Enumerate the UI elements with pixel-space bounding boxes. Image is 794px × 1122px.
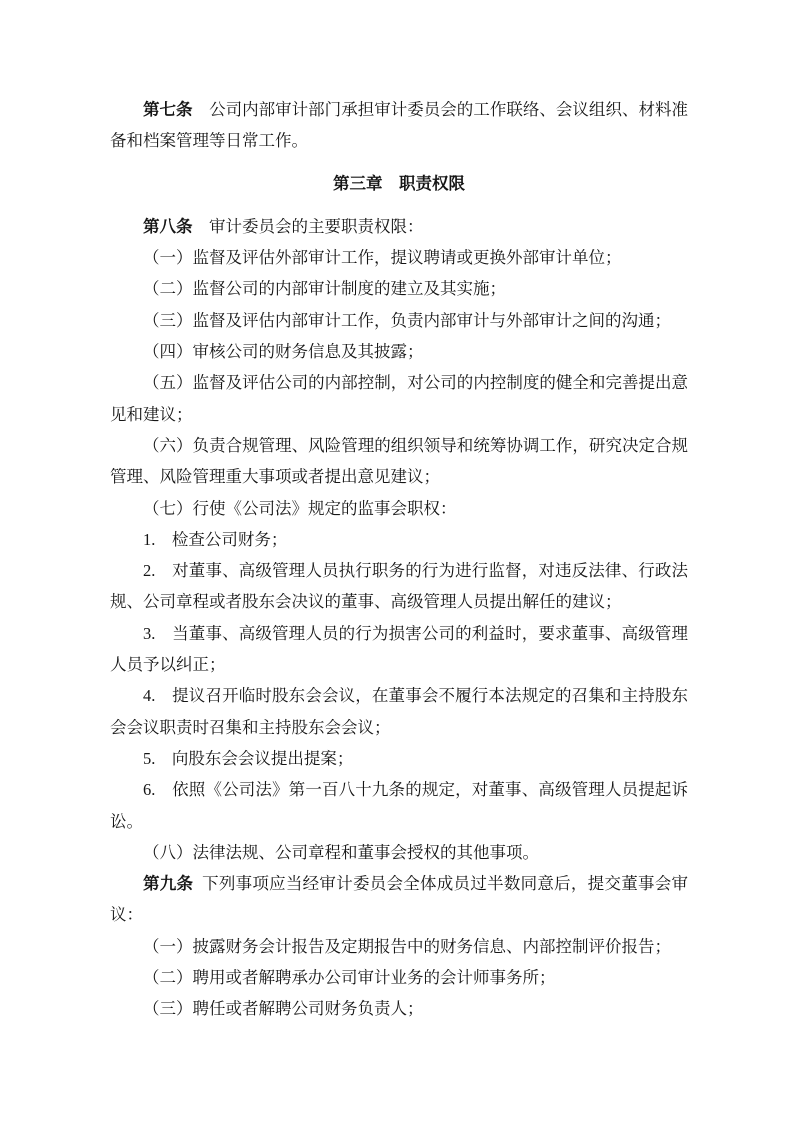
- list-item-paragraph: [110, 273, 688, 304]
- list-item-paragraph: [110, 336, 688, 367]
- list-item-paragraph: [110, 962, 688, 993]
- list-item-paragraph: [110, 743, 688, 774]
- list-item-paragraph: [110, 774, 688, 837]
- paragraph-text: （八）法律法规、公司章程和董事会授权的其他事项。: [143, 842, 539, 862]
- paragraph-text: （六）负责合规管理、风险管理的组织领导和统筹协调工作，研究决定合规管理、风险管理重大事项或者提出意见建议；: [110, 435, 688, 487]
- paragraph-text: （五）监督及评估公司的内部控制，对公司的内控制度的健全和完善提出意见和建议；: [110, 373, 688, 424]
- article-paragraph: [110, 94, 688, 157]
- paragraph-text: 审计委员会的主要职责权限：: [192, 216, 424, 236]
- paragraph-text: （三）聘任或者解聘公司财务负责人；: [143, 999, 424, 1019]
- list-item-paragraph: [110, 430, 688, 493]
- list-item-paragraph: [110, 555, 688, 618]
- list-item-paragraph: [110, 931, 688, 962]
- paragraph-text: 5. 向股东会会议提出提案；: [143, 748, 354, 768]
- article-paragraph: [110, 211, 688, 242]
- paragraph-text: 6. 依照《公司法》第一百八十九条的规定，对董事、高级管理人员提起诉讼。: [110, 780, 688, 831]
- document-body: [110, 94, 688, 1025]
- list-item-paragraph: [110, 367, 688, 430]
- paragraph-text: 4. 提议召开临时股东会会议，在董事会不履行本法规定的召集和主持股东会会议职责时召集和主持股东会会议；: [110, 686, 688, 737]
- list-item-paragraph: [110, 524, 688, 555]
- list-item-paragraph: [110, 837, 688, 868]
- paragraph-text: （二）监督公司的内部审计制度的建立及其实施；: [143, 279, 506, 299]
- paragraph-text: （一）披露财务会计报告及定期报告中的财务信息、内部控制评价报告；: [143, 936, 671, 956]
- list-item-paragraph: [110, 242, 688, 273]
- paragraph-text: 2. 对董事、高级管理人员执行职务的行为进行监督，对违反法律、行政法规、公司章程或者股东会决议的董事、高级管理人员提出解任的建议；: [110, 561, 688, 612]
- paragraph-text: 3. 当董事、高级管理人员的行为损害公司的利益时，要求董事、高级管理人员予以纠正；: [110, 623, 688, 675]
- chapter-heading: 第三章 职责权限: [333, 173, 465, 193]
- list-item-paragraph: [110, 618, 688, 681]
- list-item-paragraph: [110, 680, 688, 743]
- list-item-paragraph: [110, 993, 688, 1024]
- paragraph-text: （三）监督及评估内部审计工作，负责内部审计与外部审计之间的沟通；: [143, 310, 671, 330]
- paragraph-text: 公司内部审计部门承担审计委员会的工作联络、会议组织、材料准备和档案管理等日常工作。: [110, 100, 688, 151]
- article-paragraph: [110, 868, 688, 931]
- paragraph-text: （一）监督及评估外部审计工作，提议聘请或更换外部审计单位；: [143, 248, 622, 268]
- list-item-paragraph: [110, 305, 688, 336]
- article-number-label: 第七条: [143, 100, 193, 119]
- paragraph-text: 下列事项应当经审计委员会全体成员过半数同意后，提交董事会审议：: [110, 874, 689, 925]
- article-number-label: 第九条: [143, 874, 194, 894]
- paragraph-text: 1. 检查公司财务；: [143, 529, 288, 549]
- paragraph-text: （二）聘用或者解聘承办公司审计业务的会计师事务所；: [143, 968, 556, 988]
- paragraph-text: （四）审核公司的财务信息及其披露；: [143, 342, 424, 362]
- paragraph-text: （七）行使《公司法》规定的监事会职权：: [143, 498, 457, 518]
- article-number-label: 第八条: [143, 216, 193, 236]
- list-item-paragraph: [110, 493, 688, 524]
